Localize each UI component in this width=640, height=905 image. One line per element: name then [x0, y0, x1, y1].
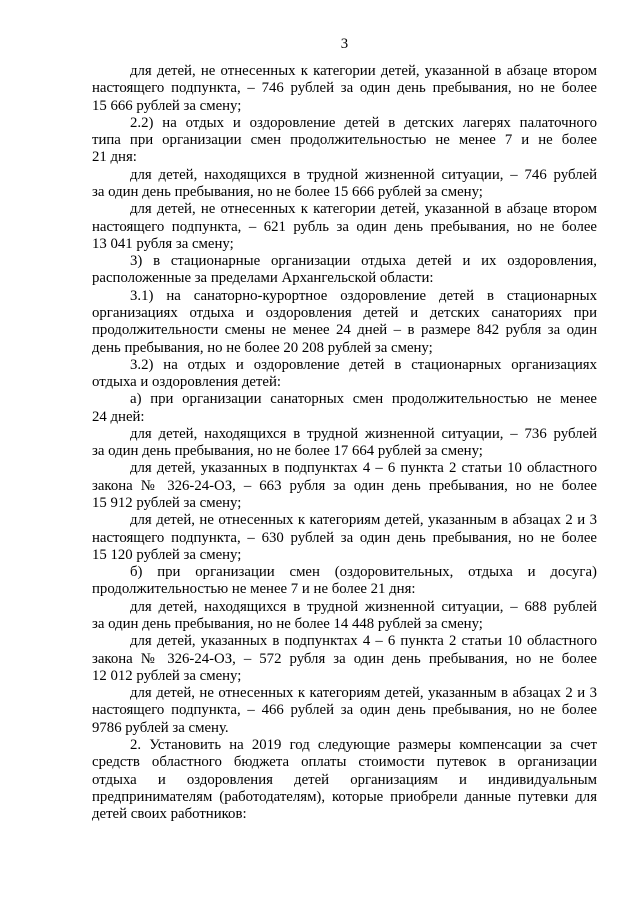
- text-line: продолжительности смены не менее 24 дней – в размере 842 рубля за один: [92, 322, 597, 339]
- text-line: для детей, указанных в подпунктах 4 – 6 пункта 2 статьи 10 областного: [130, 460, 597, 477]
- text-line: 3.2) на отдых и оздоровление детей в стационарных организациях: [130, 356, 597, 373]
- text-line: для детей, указанных в подпунктах 4 – 6 пункта 2 статьи 10 областного: [130, 633, 597, 650]
- text-line: настоящего подпункта, – 746 рублей за один день пребывания, но не более: [92, 80, 597, 97]
- text-line: типа при организации смен продолжительностью не менее 7 и не более: [92, 132, 597, 149]
- text-line: 3) в стационарные организации отдыха детей и их оздоровления,: [130, 253, 597, 270]
- text-line: 12 012 рублей за смену;: [92, 667, 242, 684]
- text-line: расположенные за пределами Архангельской области:: [92, 270, 434, 287]
- text-line: для детей, не отнесенных к категории детей, указанной в абзаце втором: [130, 63, 597, 79]
- paragraph: [92, 564, 597, 599]
- text-line: средств областного бюджета оплаты стоимости путевок в организации: [92, 754, 597, 771]
- text-line: 21 дня:: [92, 149, 137, 166]
- text-line: настоящего подпункта, – 466 рублей за один день пребывания, но не более: [92, 702, 597, 719]
- text-line: 13 041 рубля за смену;: [92, 235, 234, 252]
- text-line: закона № 326-24-ОЗ, – 572 рубля за один день пребывания, но не более: [92, 650, 597, 667]
- paragraph: [92, 426, 597, 461]
- paragraph: [92, 512, 597, 564]
- text-line: за один день пребывания, но не более 15 666 рублей за смену;: [92, 183, 483, 200]
- text-line: 24 дней:: [92, 408, 145, 425]
- text-line: за один день пребывания, но не более 17 664 рублей за смену;: [92, 443, 483, 460]
- text-line: 9786 рублей за смену.: [92, 719, 229, 736]
- text-line: 15 666 рублей за смену;: [92, 97, 242, 114]
- text-line: 2. Установить на 2019 год следующие размеры компенсации за счет: [130, 736, 597, 753]
- text-line: 3.1) на санаторно-курортное оздоровление детей в стационарных: [130, 287, 597, 304]
- paragraph: [92, 633, 597, 685]
- paragraph: [92, 391, 597, 426]
- text-line: предпринимателям (работодателям), которые приобрели данные путевки для: [92, 788, 597, 805]
- page-number: 3: [340, 36, 349, 52]
- text-line: продолжительностью не менее 7 и не более 21 дня:: [92, 581, 416, 598]
- paragraph: [92, 115, 597, 167]
- text-line: детей своих работников:: [92, 806, 247, 823]
- paragraph: [92, 357, 597, 392]
- paragraph: [92, 167, 597, 202]
- paragraph: [92, 737, 597, 823]
- paragraph: [92, 201, 597, 253]
- text-line: б) при организации смен (оздоровительных, отдыха и досуга): [130, 564, 597, 581]
- text-line: для детей, находящихся в трудной жизненной ситуации, – 736 рублей: [130, 425, 597, 442]
- paragraph: [92, 460, 597, 512]
- text-line: а) при организации санаторных смен продолжительностью не менее: [130, 391, 597, 408]
- text-line: для детей, не отнесенных к категориям детей, указанным в абзацах 2 и 3: [130, 512, 597, 529]
- text-line: настоящего подпункта, – 630 рублей за один день пребывания, но не более: [92, 529, 597, 546]
- text-line: 15 912 рублей за смену;: [92, 495, 242, 512]
- text-line: отдыха и оздоровления детей организациям и индивидуальным: [92, 771, 597, 788]
- text-line: настоящего подпункта, – 621 рубль за один день пребывания, но не более: [92, 218, 597, 235]
- text-line: для детей, не отнесенных к категории детей, указанной в абзаце втором: [130, 201, 597, 218]
- text-line: отдыха и оздоровления детей:: [92, 374, 281, 391]
- text-line: день пребывания, но не более 20 208 рублей за смену;: [92, 339, 433, 356]
- paragraph: [92, 599, 597, 634]
- text-line: организациях отдыха и оздоровления детей и детских санаториях при: [92, 304, 597, 321]
- paragraph: [92, 685, 597, 737]
- paragraph: [92, 63, 597, 115]
- text-line: закона № 326-24-ОЗ, – 663 рубля за один день пребывания, но не более: [92, 477, 597, 494]
- paragraph: [92, 288, 597, 357]
- text-line: для детей, не отнесенных к категориям детей, указанным в абзацах 2 и 3: [130, 685, 597, 702]
- text-line: для детей, находящихся в трудной жизненной ситуации, – 746 рублей: [130, 166, 597, 183]
- document-body: [92, 63, 597, 823]
- text-line: за один день пребывания, но не более 14 448 рублей за смену;: [92, 616, 483, 632]
- text-line: для детей, находящихся в трудной жизненной ситуации, – 688 рублей: [130, 598, 597, 615]
- text-line: 2.2) на отдых и оздоровление детей в детских лагерях палаточного: [130, 114, 597, 131]
- paragraph: [92, 253, 597, 288]
- text-line: 15 120 рублей за смену;: [92, 546, 242, 563]
